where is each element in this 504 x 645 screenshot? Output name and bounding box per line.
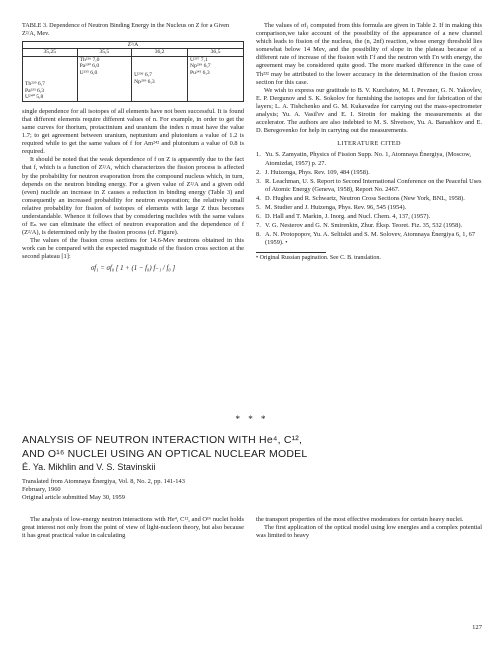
paragraph: The analysis of low-energy neutron interactions with He⁴, C¹², and O¹⁶ nuclei holds great interest not only from the point of view of light-nucleon theory, but also because it has great practical value in calculating: [22, 516, 244, 540]
article-title-line: AND O¹⁶ NUCLEI USING AN OPTICAL NUCLEAR MODEL: [22, 447, 308, 460]
paragraph: The first application of the optical model using low energies and a complex potential was limited to heavy: [256, 524, 482, 540]
section-separator: * * *: [235, 414, 269, 424]
reference-item: [256, 231, 482, 247]
reference-item: [256, 169, 482, 177]
table-cell-text: Th²²⁹ 6,7 Pa²³³ 6,3 U²⁴⁰ 5,8: [25, 81, 45, 101]
reference-item: [256, 204, 482, 212]
reference-text: V. G. Nesterov and G. N. Smirenkin, Zhur. Éksp. Teoret. Fiz. 35, 532 (1958).: [265, 222, 463, 230]
left-column: [22, 22, 244, 273]
table-cell-text: U²³⁷ 7,1 Np²³⁹ 6,7 Pu²⁴¹ 6,3: [190, 56, 211, 76]
article-body-right: [256, 516, 482, 540]
reference-text: J. Huizenga, Phys. Rev. 109, 484 (1958).: [265, 168, 370, 176]
issue-date: February, 1960: [22, 486, 61, 494]
reference-text: D. Hall and T. Markin, J. Inorg. and Nucl. Chem. 4, 137, (1957).: [265, 213, 431, 221]
article-body-left: [22, 516, 244, 540]
reference-number: 4.: [256, 194, 261, 202]
translation-source: Translated from Atomnaya Énergiya, Vol. 8, No. 2, pp. 141-143: [22, 478, 185, 485]
right-column: [256, 22, 482, 263]
reference-number: 8.: [256, 231, 261, 239]
table-header-z2a: Z²/A: [23, 41, 244, 49]
reference-number: 6.: [256, 213, 261, 221]
paragraph: The values of the fission cross sections for 14.6-Mev neutrons obtained in this work can be compared with the expected magnitude of the fission cross section at the second plateau [1]:: [22, 237, 244, 261]
reference-list: [256, 151, 482, 247]
article-authors: É. Ya. Mikhlin and V. S. Stavinskii: [22, 462, 156, 472]
table-cell: [23, 56, 78, 101]
article-meta: [22, 478, 322, 503]
acknowledgements: We wish to express our gratitude to B. V. Kurchatov, M. I. Pevzner, G. N. Yakovlev, E. P. Dergunov and S. K. Sokolov for furnishing the isotopes and for fabrication of the layers; L. A. Tishchenko and G. M. Kukavadze for carrying out the mass-spectrometer analysis; Yu. A. Vasil'ev and E. I. Sirotin for making the measurements at the accelerator. The authors are also indebted to M. S. Shvetsov, Yu. A. Barashkov and E. D. Beregovenko for help in carrying out the measurements.: [256, 86, 482, 135]
paragraph: It should be noted that the weak dependence of f on Z is apparently due to the fact that f, which is a function of Z²/A, which characterizes the fission process is affected by the probability for neutron evaporation from the compound nucleus which, in turn, depends on the neutron binding energy. For a given value of Z²/A and a given odd (even) nuclide an increase in Z causes a reduction in binding energy (Table 3) and consequently an increased probability for neutron evaporation; the relatively small relative probability for fission of isotopes of elements with large Z thus becomes understandable. Whence it follows that by considering nuclides with the same values of Eₙ we can eliminate the effect of neutron evaporation and the dependence of f (Z²/A), is determined only by the fission process (cf. Figure).: [22, 156, 244, 237]
reference-number: 7.: [256, 222, 261, 230]
table-cell: [77, 56, 132, 101]
reference-text: A. N. Protopopov, Yu. A. Selitskii and S. M. Solovev, Atomnaya Énergiya 6, 1, 67 (1959). •: [265, 231, 476, 247]
reference-item: [256, 222, 482, 230]
paragraph: single dependence for all isotopes of all elements have not been successful. It is found that different elements require different values of n. For example, in order to get the same curves for thorium, protactinium and uranium the index n must have the value 1.7; to get agreement between uranium, neptunium and plutonium a value of 1.2 is required while to get the same values of f for Am²⁴² and plutonium a value of 0.8 is required.: [22, 107, 244, 156]
article-title: [22, 434, 482, 461]
reference-text: D. Hughes and R. Schwartz, Neutron Cross Sections (New York, BNL, 1958).: [265, 194, 465, 202]
table-col-header: 35,25: [23, 49, 78, 57]
reference-item: [256, 195, 482, 203]
table-cell-text: U²³⁶ 6,7 Np²³⁹ 6,3: [134, 72, 155, 85]
table-cell-text: Th²²⁶ 7,0 Pa²³⁰ 6,0 U²³⁵ 6,0: [79, 56, 100, 76]
references-heading: LITERATURE CITED: [337, 140, 401, 148]
table-cell: [132, 56, 188, 101]
article-title-line: ANALYSIS OF NEUTRON INTERACTION WITH He⁴, C¹²,: [22, 434, 303, 446]
footnote: • Original Russian pagination. See C. B. translation.: [256, 255, 381, 262]
reference-item: [256, 178, 482, 194]
reference-text: R. Leachman, U. S. Report to Second International Conference on the Peaceful Uses of Atomic Energy (Geneva, 1958), Report No. 2467.: [265, 177, 482, 193]
reference-number: 3.: [256, 177, 261, 185]
reference-number: 2.: [256, 168, 261, 176]
paragraph: The values of σf₁ computed from this formula are given in Table 2. If in making this comparison,we take account of the possibility of the appearance of a new channel which leads to fission of the nucleus, the (n, 2nf) reaction, whose energy threshold lies somewhat below 14 Mev, and the possibility of slope in the plateau because of a different rate of increase of the fission with Γf and the neutron with Γn with energy, the agreement may be considered quite good. The more marked difference in the case of Th²³² may be attributed to the lower accuracy in the determination of the fission cross section for this case.: [256, 22, 482, 86]
table-caption: TABLE 3. Dependence of Neutron Binding Energy in the Nucleus on Z for a Given Z²/A, Mev.: [22, 22, 230, 37]
binding-energy-table: [22, 41, 244, 102]
table-col-header: 35,5: [77, 49, 132, 57]
table-col-header: 36,5: [188, 49, 244, 57]
reference-text: M. Studier and J. Huizenga, Phys. Rev. 96, 545 (1954).: [265, 203, 407, 211]
page-number: 127: [472, 624, 482, 631]
footnote-divider: [256, 252, 326, 253]
reference-item: [256, 213, 482, 221]
reference-text: Yu. S. Zamyatin, Physics of Fission Supp. No. 1, Atomnaya Énergiya, (Moscow, Atomizdat, 1957) p. 27.: [265, 151, 471, 167]
table-col-header: 36,2: [132, 49, 188, 57]
reference-number: 5.: [256, 203, 261, 211]
paragraph: the transport properties of the most effective moderators for certain heavy nuclei.: [256, 516, 464, 523]
reference-item: [256, 151, 482, 167]
submission-date: Original article submitted May 30, 1959: [22, 494, 125, 502]
fission-formula: σf₁ = σf₀ [ 1 + (1 − f₀) f₋₁ / f₀ ]: [90, 264, 176, 272]
table-cell: [188, 56, 244, 101]
reference-number: 1.: [256, 151, 261, 159]
